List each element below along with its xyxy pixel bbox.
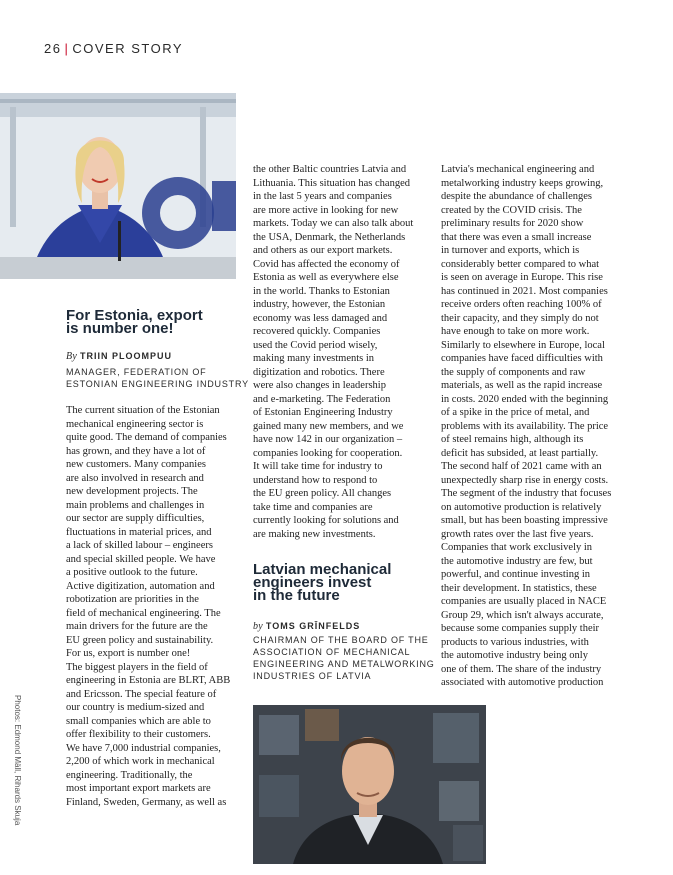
body-text-line: field of mechanical engineering. The (66, 607, 221, 619)
role-line: ENGINEERING AND METALWORKING (253, 659, 435, 669)
article2-title (253, 563, 391, 602)
article1-byline (66, 351, 172, 362)
body-text-line: our sector are supply difficulties, (66, 513, 205, 524)
body-text-line: their development. In statistics, these (441, 582, 597, 594)
article1-title-line: is number one! (66, 320, 174, 337)
body-text-line: on automotive production is relatively (441, 501, 602, 513)
body-text-line: our country is medium-sized and (66, 702, 205, 713)
body-text-line: materials, as well as the rapid increase (441, 380, 603, 391)
body-text-line: economy was less damaged and (253, 312, 388, 324)
body-text-line: have now 142 in our organization – (253, 434, 403, 445)
body-text-line: main drivers for the future are the (66, 621, 208, 632)
body-text-line: problems with its availability. The price (441, 420, 609, 432)
portrait-woman-illustration (0, 93, 236, 279)
body-text-line: in turnover and exports, which is (441, 245, 580, 256)
body-text-line: of Estonian Engineering Industry (253, 407, 393, 418)
body-text-line: considerably better compared to what (441, 258, 600, 270)
body-text-line: are also involved in research and (66, 472, 204, 484)
role-line: CHAIRMAN OF THE BOARD OF THE (253, 635, 429, 645)
page-number: 26 (44, 41, 62, 56)
body-text-line: industry, however, the Estonian (253, 299, 386, 310)
body-text-line: We have 7,000 industrial companies, (66, 742, 221, 754)
role-line: MANAGER, FEDERATION OF (66, 367, 207, 377)
article1-column1 (66, 404, 230, 809)
body-text-line: engineering. Traditionally, the (66, 769, 193, 781)
article2-column3 (441, 163, 611, 690)
body-text-line: small, but has been boasting impressive (441, 515, 608, 526)
article1-title (66, 309, 203, 335)
body-text-line: a lack of skilled labour – engineers (66, 540, 213, 551)
body-text-line: engineering in Estonia are BLRT, ABB (66, 675, 231, 686)
author-name: TRIIN PLOOMPUU (79, 351, 172, 361)
body-text-line: unexpectedly sharp rise in energy costs. (441, 474, 609, 486)
body-text-line: the USA, Denmark, the Netherlands (253, 231, 406, 243)
body-text-line: in the last 5 years and companies (253, 191, 392, 202)
page-header (44, 41, 183, 56)
body-text-line: used the Covid period wisely, (253, 339, 378, 351)
body-text-line: making many investments in (253, 353, 375, 364)
body-text-line: understand how to respond to (253, 474, 378, 486)
article2-byline (253, 621, 360, 632)
body-text-line: currently looking for solutions and (253, 515, 399, 526)
author-name: TOMS GRĪNFELDS (265, 621, 361, 631)
body-text-line: The segment of the industry that focuses (441, 488, 612, 499)
body-text-line: fluctuations in material prices, and (66, 526, 212, 538)
body-text-line: of steel remains high, although its (441, 434, 584, 445)
article2-title-line: Latvian mechanical (253, 561, 392, 578)
body-text-line: Lithuania. This situation has changed (253, 177, 410, 189)
body-text-line: of a spike in the price of metal, and (441, 407, 590, 418)
body-text-line: powerful, and continue investing in (441, 569, 591, 580)
body-text-line: in the world. Thanks to Estonian (253, 285, 390, 297)
body-text-line: The biggest players in the field of (66, 661, 208, 673)
body-text-line: the EU green policy. All changes (253, 488, 392, 499)
body-text-line: growth rates over the last five years. (441, 528, 594, 540)
body-text-line: and e-marketing. The Federation (253, 393, 391, 405)
portrait-man-illustration (253, 705, 486, 864)
body-text-line: mechanical engineering sector is (66, 418, 204, 430)
section-title: COVER STORY (72, 41, 184, 56)
body-text-line: new development projects. The (66, 486, 198, 497)
body-text-line: has grown, and they have a lot of (66, 445, 206, 457)
body-text-line: Active digitization, automation and (66, 580, 215, 592)
body-text-line: and Ericsson. The special feature of (66, 688, 217, 700)
body-text-line: in costs. 2020 ended with the beginning (441, 393, 609, 405)
body-text-line: The current situation of the Estonian (66, 405, 220, 416)
body-text-line: associated with automotive production (441, 677, 604, 688)
body-text-line: EU green policy and sustainability. (66, 634, 214, 646)
body-text-line: metalworking industry keeps growing, (441, 177, 604, 189)
body-text-line: deficit has subsided, at least partially. (441, 447, 599, 459)
body-text-line: despite the abundance of challenges (441, 191, 593, 202)
body-text-line: gained many new members, and we (253, 420, 404, 432)
body-text-line: Latvia's mechanical engineering and (441, 164, 595, 175)
article1-column2 (253, 163, 413, 541)
body-text-line: companies have faced difficulties with (441, 353, 603, 364)
photo-triin-ploompuu (0, 93, 236, 279)
body-text-line: The second half of 2021 came with an (441, 461, 602, 472)
role-line: ASSOCIATION OF MECHANICAL (253, 647, 411, 657)
body-text-line: markets. Today we can also talk about (253, 218, 414, 229)
body-text-line: Similarly to elsewhere in Europe, local (441, 339, 605, 351)
body-text-line: are more active in looking for new (253, 204, 399, 216)
body-text-line: 2,200 of which work in mechanical (66, 756, 215, 767)
article2-author-role (253, 634, 435, 682)
body-text-line: take time and companies are (253, 501, 373, 513)
body-text-line: Group 29, which isn't always accurate, (441, 609, 604, 621)
body-text-line: digitization and robotics. There (253, 366, 385, 378)
body-text-line: are making new investments. (253, 528, 376, 540)
body-text-line: offer flexibility to their customers. (66, 729, 211, 740)
photo-toms-grinfelds (253, 705, 486, 864)
photo-credit: Photos: Edmond Mäll, Rihards Skuja (13, 695, 22, 826)
body-text-line: a positive outlook to the future. (66, 567, 198, 578)
body-text-line: Finland, Sweden, Germany, as well as (66, 796, 227, 808)
body-text-line: their capacity, and they simply do not (441, 312, 599, 324)
body-text-line: preliminary results for 2020 show (441, 218, 584, 229)
body-text-line: receive orders often reaching 100% of (441, 299, 602, 310)
body-text-line: Companies that work exclusively in (441, 542, 593, 553)
body-text-line: robotization are priorities in the (66, 594, 199, 605)
body-text-line: because some companies supply their (441, 623, 600, 634)
body-text-line: Estonia as well as everywhere else (253, 272, 399, 283)
byline-by: by (253, 621, 264, 632)
body-text-line: have enough to take on more work. (441, 326, 590, 337)
body-text-line: that there was even a small increase (441, 231, 592, 243)
header-separator: | (64, 41, 70, 56)
body-text-line: and others as our export markets. (253, 245, 393, 256)
body-text-line: the automotive industry are few, but (441, 555, 593, 567)
body-text-line: recovered quickly. Companies (253, 326, 381, 337)
body-text-line: created by the COVID crisis. The (441, 204, 582, 216)
body-text-line: quite good. The demand of companies (66, 432, 227, 443)
body-text-line: and special skilled people. We have (66, 553, 216, 565)
body-text-line: one of them. The share of the industry (441, 663, 602, 675)
body-text-line: has continued in 2021. Most companies (441, 285, 608, 297)
body-text-line: small companies which are able to (66, 715, 211, 727)
body-text-line: most important export markets are (66, 783, 211, 794)
body-text-line: is seen on average in Europe. This rise (441, 272, 603, 283)
role-line: ESTONIAN ENGINEERING INDUSTRY (66, 379, 249, 389)
body-text-line: companies looking for cooperation. (253, 447, 403, 459)
article2-title-line: engineers invest (253, 574, 372, 591)
byline-by: By (66, 351, 78, 362)
body-text-line: the automotive industry being only (441, 650, 588, 661)
body-text-line: companies are usually placed in NACE (441, 596, 607, 607)
body-text-line: the other Baltic countries Latvia and (253, 164, 407, 175)
body-text-line: For us, export is number one! (66, 648, 191, 659)
article1-author-role (66, 366, 249, 390)
body-text-line: Covid has affected the economy of (253, 258, 400, 270)
article2-title-line: in the future (253, 587, 340, 604)
article1-title-line: For Estonia, export (66, 307, 203, 324)
body-text-line: It will take time for industry to (253, 461, 383, 472)
body-text-line: the supply of components and raw (441, 366, 586, 378)
body-text-line: products to various industries, with (441, 636, 589, 648)
body-text-line: main problems and challenges in (66, 499, 205, 511)
body-text-line: new customers. Many companies (66, 459, 206, 470)
body-text-line: were also changes in leadership (253, 380, 386, 391)
role-line: INDUSTRIES OF LATVIA (253, 671, 372, 681)
